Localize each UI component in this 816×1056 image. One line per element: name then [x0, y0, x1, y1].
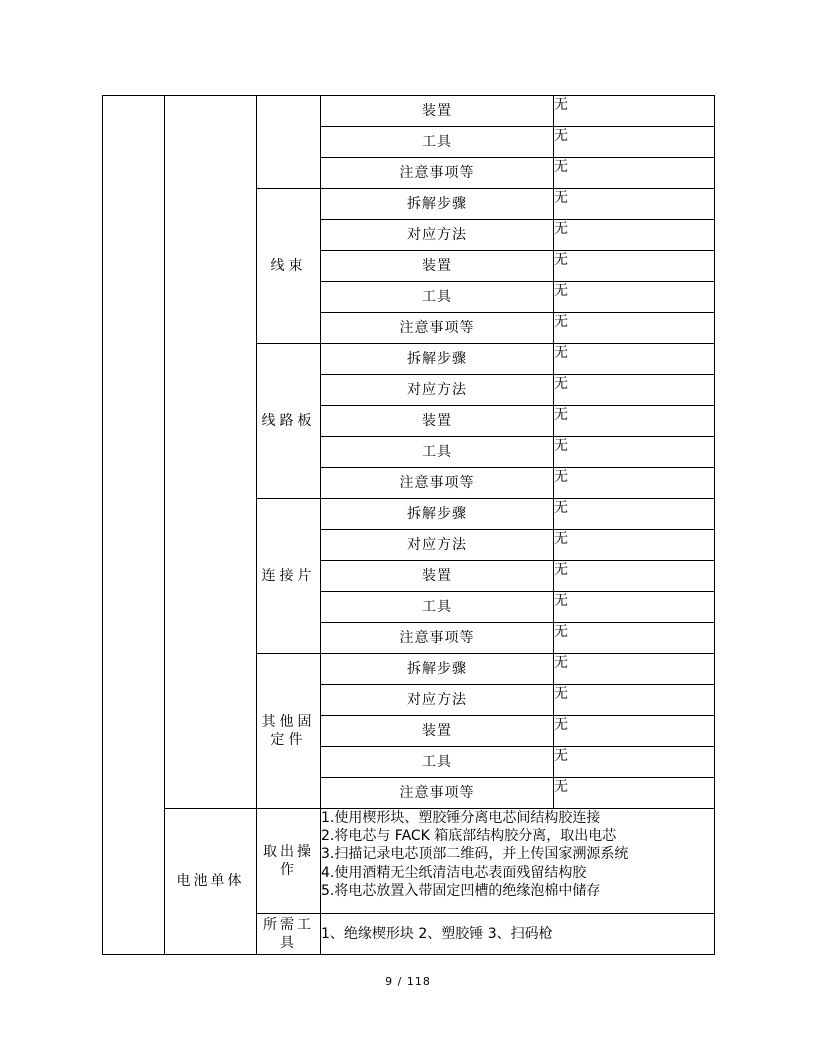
- item-label: 装置: [321, 716, 554, 747]
- cell-section-name: 电池单体: [165, 809, 257, 955]
- group-name-connector: 连接片: [257, 499, 321, 654]
- item-value: 无: [554, 623, 715, 654]
- item-label: 拆解步骤: [321, 499, 554, 530]
- item-label: 注意事项等: [321, 623, 554, 654]
- item-value: 无: [554, 344, 715, 375]
- item-label: 工具: [321, 592, 554, 623]
- table-row: [103, 96, 715, 127]
- item-value: 无: [554, 592, 715, 623]
- item-value: 无: [554, 716, 715, 747]
- takeout-label-line: 作: [280, 862, 297, 878]
- group-name-line: 定件: [270, 732, 307, 748]
- tools-label: [257, 914, 321, 955]
- takeout-step: 2.将电芯与 FACK 箱底部结构胶分离，取出电芯: [321, 828, 617, 845]
- item-label: 装置: [321, 561, 554, 592]
- item-label: 装置: [321, 406, 554, 437]
- group-name-other-fixings: [257, 654, 321, 809]
- item-value: 无: [554, 313, 715, 344]
- item-value: 无: [554, 561, 715, 592]
- takeout-label: [257, 809, 321, 914]
- item-value: 无: [554, 778, 715, 809]
- item-value: 无: [554, 499, 715, 530]
- item-label: 工具: [321, 282, 554, 313]
- item-value: 无: [554, 127, 715, 158]
- component-category-cell: [165, 96, 257, 809]
- page-number: 9 / 118: [385, 975, 431, 988]
- item-value: 无: [554, 282, 715, 313]
- item-label: 工具: [321, 747, 554, 778]
- disassembly-table: [102, 95, 715, 955]
- item-value: 无: [554, 375, 715, 406]
- item-value: 无: [554, 158, 715, 189]
- table-row: [103, 809, 715, 914]
- group-name-line: 其他固: [261, 713, 316, 730]
- item-value: 无: [554, 654, 715, 685]
- item-value: 无: [554, 220, 715, 251]
- item-label: 对应方法: [321, 685, 554, 716]
- group-name-circuit-board: 线路板: [257, 344, 321, 499]
- item-label: 对应方法: [321, 530, 554, 561]
- item-value: 无: [554, 96, 715, 127]
- item-label: 注意事项等: [321, 778, 554, 809]
- item-label: 装置: [321, 96, 554, 127]
- takeout-step: 1.使用楔形块、塑胶锤分离电芯间结构胶连接: [321, 810, 601, 826]
- item-value: 无: [554, 530, 715, 561]
- item-value: 无: [554, 747, 715, 778]
- item-label: 注意事项等: [321, 313, 554, 344]
- item-value: 无: [554, 251, 715, 282]
- item-value: 无: [554, 406, 715, 437]
- tools-label-line: 所需工: [263, 916, 314, 933]
- takeout-step: 3.扫描记录电芯顶部二维码，并上传国家溯源系统: [321, 846, 629, 863]
- outer-category-cell: [103, 96, 165, 955]
- item-label: 注意事项等: [321, 468, 554, 499]
- takeout-step: 5.将电芯放置入带固定凹槽的绝缘泡棉中储存: [321, 882, 601, 899]
- item-label: 拆解步骤: [321, 189, 554, 220]
- item-label: 拆解步骤: [321, 344, 554, 375]
- takeout-label-line: 取出操: [263, 843, 314, 860]
- item-label: 装置: [321, 251, 554, 282]
- takeout-step: 4.使用酒精无尘纸清洁电芯表面残留结构胶: [321, 864, 587, 881]
- item-value: 无: [554, 437, 715, 468]
- tools-value: 1、绝缘楔形块 2、塑胶锤 3、扫码枪: [321, 914, 715, 955]
- tools-label-line: 具: [280, 935, 297, 951]
- item-label: 注意事项等: [321, 158, 554, 189]
- item-value: 无: [554, 685, 715, 716]
- takeout-steps: [321, 809, 715, 914]
- item-label: 工具: [321, 437, 554, 468]
- group-name-harness: 线束: [257, 189, 321, 344]
- item-label: 对应方法: [321, 375, 554, 406]
- item-label: 工具: [321, 127, 554, 158]
- item-value: 无: [554, 189, 715, 220]
- item-label: 对应方法: [321, 220, 554, 251]
- item-value: 无: [554, 468, 715, 499]
- item-label: 拆解步骤: [321, 654, 554, 685]
- group-cell-continued: [257, 96, 321, 189]
